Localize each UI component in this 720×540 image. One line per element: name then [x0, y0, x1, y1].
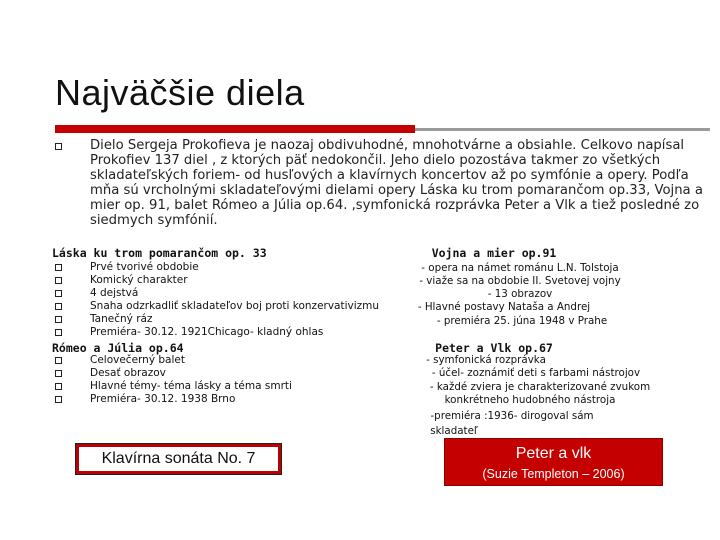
lovers-item: 4 dejstvá: [90, 287, 139, 299]
page-title: Najväčšie diela: [55, 72, 305, 113]
lovers-item: Komický charakter: [90, 274, 188, 286]
romeo-item: Desať obrazov: [90, 367, 166, 379]
romeo-item: Hlavné témy- téma lásky a téma smrti: [90, 380, 292, 392]
lovers-item: Tanečný ráz: [90, 313, 153, 325]
romeo-item: Celovečerný balet: [90, 354, 185, 366]
bullet-icon: [55, 396, 62, 403]
lovers-heading: Láska ku trom pomarančom op. 33: [52, 246, 267, 260]
war-line: - opera na námet románu L.N. Tolstoja: [421, 262, 619, 274]
bullet-icon: [55, 357, 62, 364]
bullet-icon: [55, 316, 62, 323]
title-underline-divider: [415, 128, 710, 131]
lovers-item: Premiéra- 30.12. 1921Chicago- kladný ohlas: [90, 326, 324, 338]
war-heading: Vojna a mier op.91: [431, 246, 557, 260]
peter-and-wolf-film-button[interactable]: [444, 438, 663, 486]
bullet-icon: [55, 277, 62, 284]
war-line: - viaže sa na obdobie II. Svetovej vojny: [419, 275, 621, 287]
peter-line: - každé zviera je charakterizované zvukom: [429, 381, 651, 393]
peter-line: -premiéra :1936- dirogoval sám: [430, 410, 594, 422]
bullet-icon: [55, 290, 62, 297]
war-line: - premiéra 25. júna 1948 v Prahe: [436, 315, 608, 327]
peter-line: - symfonická rozprávka: [426, 354, 546, 366]
bullet-icon: [55, 143, 62, 150]
bullet-icon: [55, 329, 62, 336]
piano-sonata-label: Klavírna sonáta No. 7: [79, 447, 278, 471]
romeo-heading: Rómeo a Júlia op.64: [52, 341, 184, 355]
war-line: - Hlavné postavy Nataša a Andrej: [417, 301, 591, 313]
intro-paragraph: Dielo Sergeja Prokofieva je naozaj obdivuhodné, mnohotvárne a obsiahle. Celkovo napísal Prokofiev 137 diel , z ktorých päť nedokončil. Jeho dielo pozostáva takmer zo všetkých skladateľských foriem- od husľových a klavírnych koncertov až po symfónie a opery. Podľa mňa sú vrcholnými skladateľovými dielami opery Láska ku trom pomarančom op.33, Vojna a mier op. 91, balet Rómeo a Júlia op.64. ,symfonická rozprávka Peter a Vlk a tiež posledné zo siedmych symfónií.: [90, 138, 703, 228]
bullet-icon: [55, 264, 62, 271]
bullet-icon: [55, 303, 62, 310]
peter-line: - účel- zoznámiť deti s farbami nástrojov: [431, 367, 641, 379]
romeo-item: Premiéra- 30.12. 1938 Brno: [90, 393, 236, 405]
lovers-item: Snaha odzrkadliť skladateľov boj proti konzervativizmu: [90, 300, 380, 312]
peter-heading: Peter a Vlk op.67: [435, 341, 553, 355]
peter-and-wolf-subtitle: (Suzie Templeton – 2006): [482, 467, 625, 481]
piano-sonata-button[interactable]: [75, 443, 282, 475]
lovers-item: Prvé tvorivé obdobie: [90, 261, 199, 273]
war-line: - 13 obrazov: [487, 288, 553, 300]
bullet-icon: [55, 370, 62, 377]
peter-and-wolf-title: Peter a vlk: [515, 445, 592, 462]
bullet-icon: [55, 383, 62, 390]
peter-line: konkrétneho hudobného nástroja: [444, 394, 616, 406]
title-underline-accent: [55, 125, 415, 133]
peter-line: skladateľ: [430, 425, 478, 437]
